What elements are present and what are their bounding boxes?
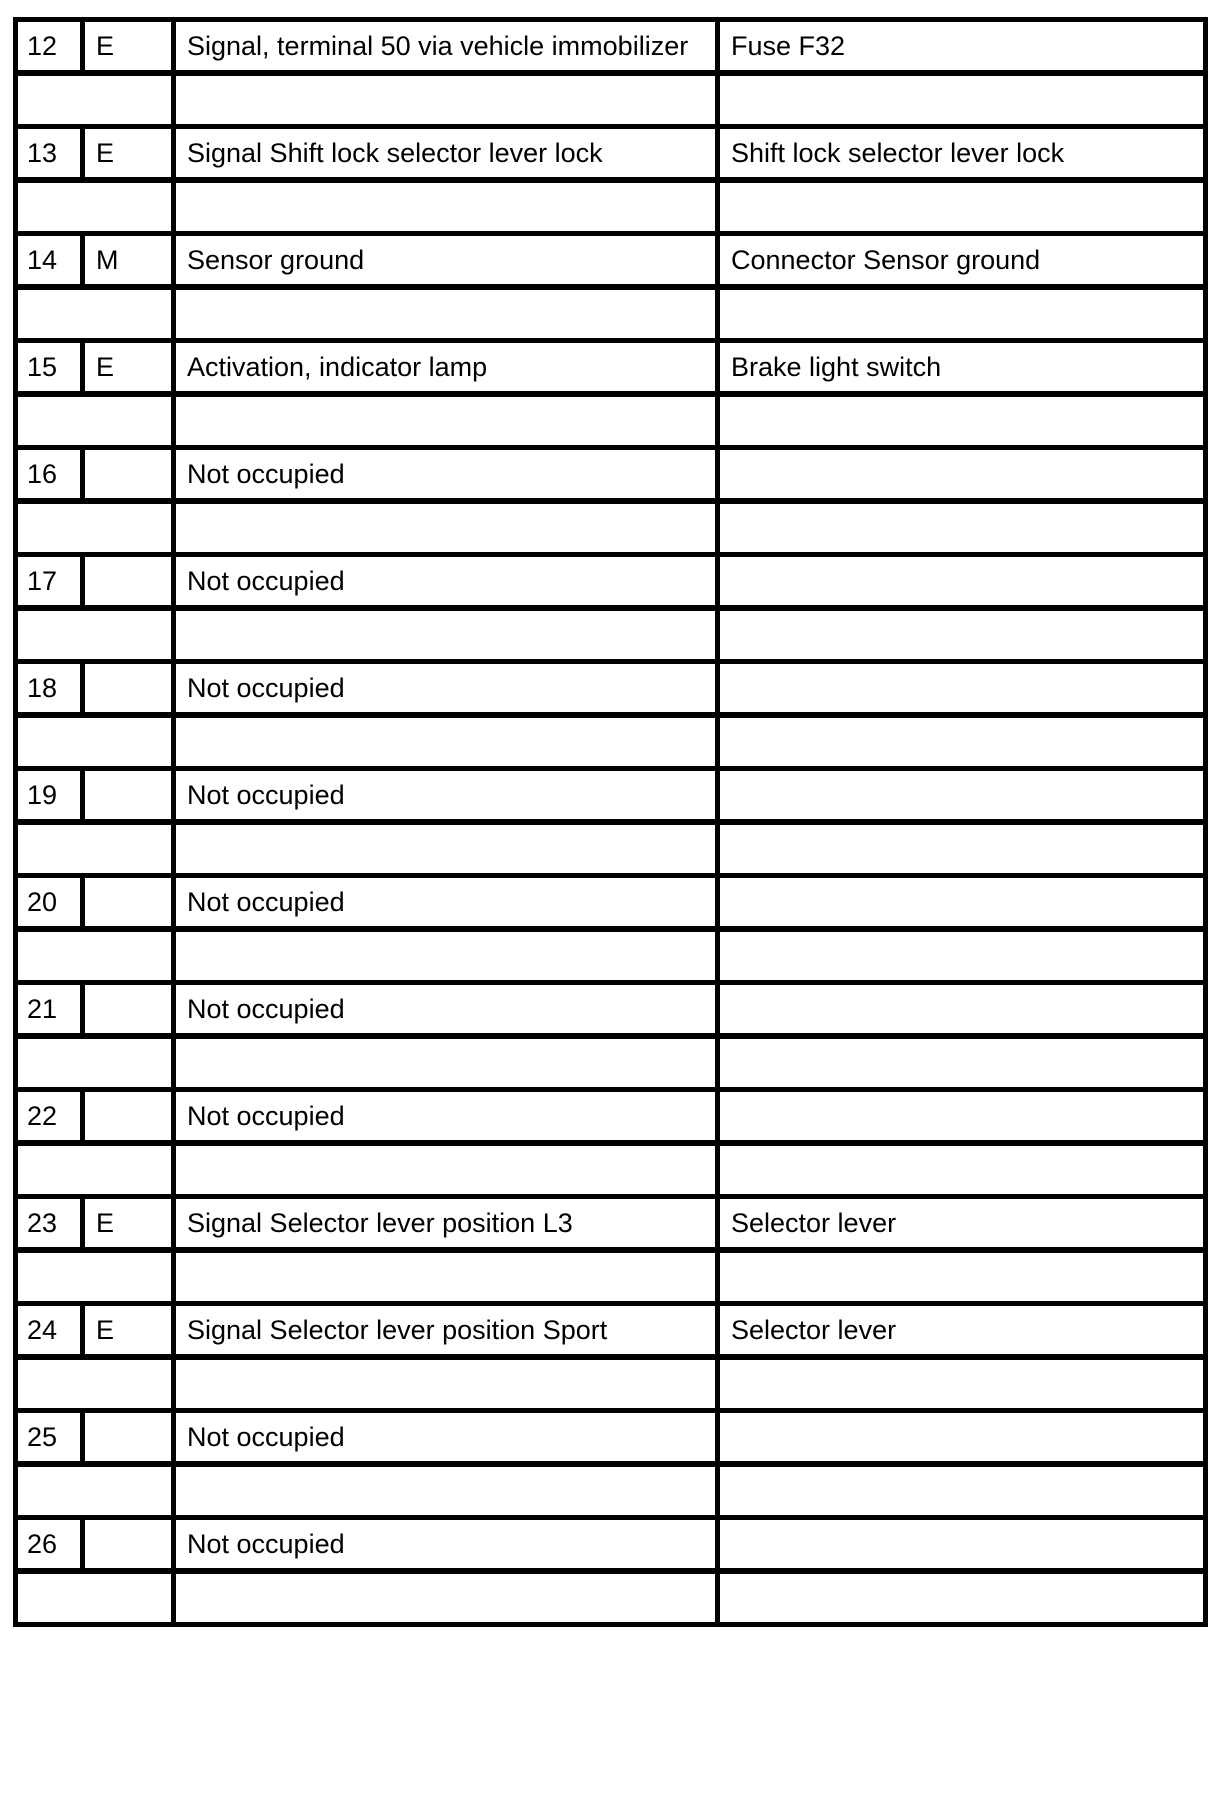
pin-description-cell: Signal Selector lever position Sport <box>174 1304 718 1358</box>
pin-connection-cell: Selector lever <box>718 1304 1206 1358</box>
pin-number-cell: 25 <box>16 1411 83 1465</box>
pin-description-cell: Not occupied <box>174 983 718 1037</box>
pin-number-cell: 22 <box>16 1090 83 1144</box>
spacer-cell <box>174 73 718 127</box>
table-row <box>16 983 1206 1037</box>
spacer-row <box>16 929 1206 983</box>
spacer-cell <box>718 715 1206 769</box>
table-row <box>16 1197 1206 1251</box>
spacer-cell <box>718 394 1206 448</box>
pin-type-cell <box>83 1518 174 1572</box>
pin-connection-cell <box>718 1411 1206 1465</box>
spacer-row <box>16 822 1206 876</box>
spacer-row <box>16 180 1206 234</box>
pin-description-cell: Signal Selector lever position L3 <box>174 1197 718 1251</box>
pin-connection-cell <box>718 555 1206 609</box>
spacer-row <box>16 1250 1206 1304</box>
spacer-row <box>16 1357 1206 1411</box>
spacer-cell <box>16 73 174 127</box>
pin-connection-cell <box>718 1090 1206 1144</box>
spacer-cell <box>174 1036 718 1090</box>
pin-connection-cell: Brake light switch <box>718 341 1206 395</box>
spacer-cell <box>718 1143 1206 1197</box>
table-row <box>16 1090 1206 1144</box>
pin-connection-cell <box>718 769 1206 823</box>
spacer-row <box>16 1143 1206 1197</box>
spacer-row <box>16 73 1206 127</box>
spacer-row <box>16 608 1206 662</box>
table-row <box>16 769 1206 823</box>
table-row <box>16 1518 1206 1572</box>
spacer-cell <box>718 608 1206 662</box>
spacer-cell <box>174 822 718 876</box>
pin-number-cell: 23 <box>16 1197 83 1251</box>
pin-description-cell: Not occupied <box>174 876 718 930</box>
pin-number-cell: 17 <box>16 555 83 609</box>
table-row <box>16 20 1206 74</box>
spacer-cell <box>718 1357 1206 1411</box>
pin-connection-cell: Fuse F32 <box>718 20 1206 74</box>
spacer-cell <box>174 394 718 448</box>
pin-type-cell: E <box>83 127 174 181</box>
spacer-cell <box>16 1250 174 1304</box>
spacer-cell <box>718 1036 1206 1090</box>
spacer-cell <box>16 501 174 555</box>
pin-number-cell: 26 <box>16 1518 83 1572</box>
spacer-cell <box>718 822 1206 876</box>
pin-connection-cell <box>718 876 1206 930</box>
pin-number-cell: 21 <box>16 983 83 1037</box>
pin-description-cell: Not occupied <box>174 448 718 502</box>
spacer-row <box>16 394 1206 448</box>
pin-description-cell: Not occupied <box>174 555 718 609</box>
pin-type-cell: E <box>83 1304 174 1358</box>
pin-type-cell <box>83 769 174 823</box>
spacer-row <box>16 1036 1206 1090</box>
pin-type-cell <box>83 662 174 716</box>
pin-table-body <box>16 20 1206 1625</box>
spacer-cell <box>174 180 718 234</box>
pin-number-cell: 19 <box>16 769 83 823</box>
table-row <box>16 127 1206 181</box>
spacer-cell <box>718 1464 1206 1518</box>
spacer-cell <box>16 1036 174 1090</box>
pin-description-cell: Not occupied <box>174 769 718 823</box>
pin-connection-cell: Selector lever <box>718 1197 1206 1251</box>
pin-number-cell: 18 <box>16 662 83 716</box>
spacer-cell <box>174 501 718 555</box>
pin-description-cell: Signal, terminal 50 via vehicle immobilizer <box>174 20 718 74</box>
spacer-cell <box>16 715 174 769</box>
pin-connection-cell: Connector Sensor ground <box>718 234 1206 288</box>
pin-connection-cell <box>718 983 1206 1037</box>
spacer-cell <box>16 394 174 448</box>
spacer-row <box>16 1464 1206 1518</box>
pin-type-cell: E <box>83 20 174 74</box>
spacer-cell <box>16 929 174 983</box>
spacer-cell <box>718 501 1206 555</box>
pin-description-cell: Not occupied <box>174 1411 718 1465</box>
table-row <box>16 341 1206 395</box>
table-row <box>16 876 1206 930</box>
pin-connection-cell <box>718 448 1206 502</box>
pin-connection-cell: Shift lock selector lever lock <box>718 127 1206 181</box>
spacer-cell <box>718 180 1206 234</box>
spacer-cell <box>718 1571 1206 1625</box>
spacer-cell <box>718 287 1206 341</box>
spacer-row <box>16 715 1206 769</box>
table-row <box>16 662 1206 716</box>
spacer-cell <box>174 1571 718 1625</box>
table-row <box>16 448 1206 502</box>
table-row <box>16 555 1206 609</box>
pin-number-cell: 20 <box>16 876 83 930</box>
pin-description-cell: Signal Shift lock selector lever lock <box>174 127 718 181</box>
spacer-cell <box>16 1143 174 1197</box>
pin-type-cell <box>83 1411 174 1465</box>
pin-number-cell: 12 <box>16 20 83 74</box>
pin-description-cell: Sensor ground <box>174 234 718 288</box>
pin-type-cell: E <box>83 341 174 395</box>
pin-connection-cell <box>718 1518 1206 1572</box>
spacer-cell <box>174 1250 718 1304</box>
pin-type-cell <box>83 448 174 502</box>
spacer-cell <box>16 180 174 234</box>
pin-type-cell <box>83 555 174 609</box>
spacer-cell <box>16 1571 174 1625</box>
spacer-cell <box>718 929 1206 983</box>
spacer-cell <box>174 1143 718 1197</box>
spacer-row <box>16 501 1206 555</box>
pin-number-cell: 16 <box>16 448 83 502</box>
pin-description-cell: Activation, indicator lamp <box>174 341 718 395</box>
pin-assignment-table <box>13 17 1208 1627</box>
spacer-row <box>16 287 1206 341</box>
spacer-cell <box>16 822 174 876</box>
spacer-row <box>16 1571 1206 1625</box>
pin-number-cell: 14 <box>16 234 83 288</box>
pin-type-cell <box>83 876 174 930</box>
spacer-cell <box>174 715 718 769</box>
spacer-cell <box>174 1357 718 1411</box>
table-row <box>16 234 1206 288</box>
pin-number-cell: 24 <box>16 1304 83 1358</box>
pin-connection-cell <box>718 662 1206 716</box>
pin-description-cell: Not occupied <box>174 662 718 716</box>
spacer-cell <box>174 608 718 662</box>
pin-description-cell: Not occupied <box>174 1090 718 1144</box>
table-row <box>16 1304 1206 1358</box>
pin-type-cell <box>83 1090 174 1144</box>
spacer-cell <box>718 1250 1206 1304</box>
spacer-cell <box>174 929 718 983</box>
pin-description-cell: Not occupied <box>174 1518 718 1572</box>
spacer-cell <box>16 1464 174 1518</box>
table-row <box>16 1411 1206 1465</box>
spacer-cell <box>174 287 718 341</box>
spacer-cell <box>174 1464 718 1518</box>
pin-type-cell: M <box>83 234 174 288</box>
pin-type-cell <box>83 983 174 1037</box>
spacer-cell <box>16 1357 174 1411</box>
spacer-cell <box>16 608 174 662</box>
pin-number-cell: 15 <box>16 341 83 395</box>
pin-type-cell: E <box>83 1197 174 1251</box>
pin-number-cell: 13 <box>16 127 83 181</box>
spacer-cell <box>718 73 1206 127</box>
spacer-cell <box>16 287 174 341</box>
